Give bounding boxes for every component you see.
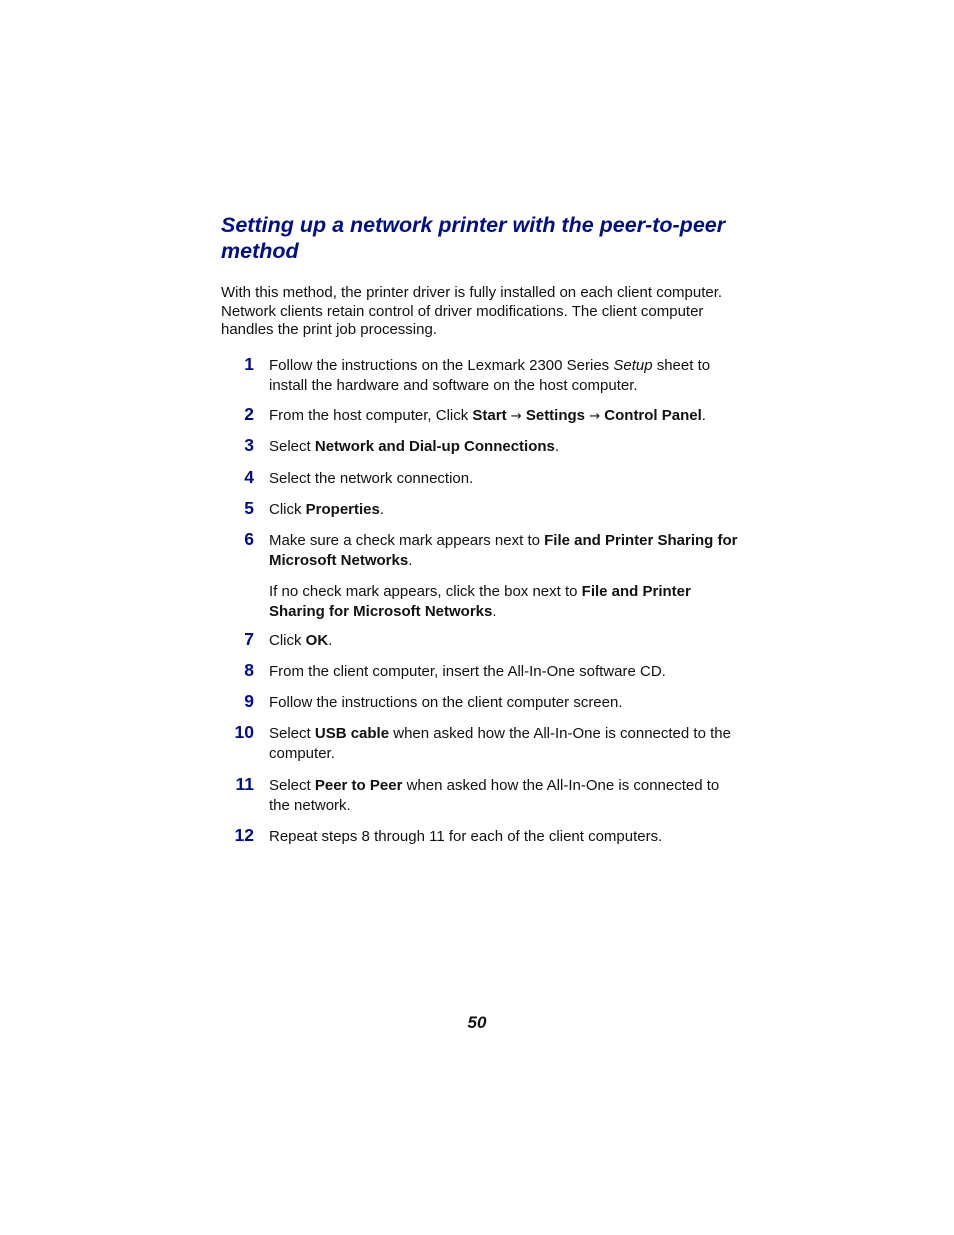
step-number: 11 [235,774,254,794]
step-number: 4 [244,467,254,487]
step-number: 1 [244,354,254,374]
step-text: Repeat steps 8 through 11 for each of the client computers. [269,828,663,845]
step-note: If no check mark appears, click the box next to File and Printer Sharing for Microsoft Networks. [269,583,691,620]
step-number: 5 [244,498,254,518]
step-number: 9 [244,691,254,711]
page-number: 50 [467,1013,487,1032]
intro-paragraph: With this method, the printer driver is fully installed on each client computer. Network clients retain control of driver modifications. The client computer handles the print job processing. [221,284,723,338]
step-number: 6 [244,529,254,549]
arrow-right-icon: → [510,409,522,424]
step-text: Follow the instructions on the client computer screen. [269,694,623,711]
arrow-right-icon: → [589,409,601,424]
step-text: Select Peer to Peer when asked how the All-In-One is connected to the network. [269,777,720,814]
step-number: 10 [234,722,254,742]
step-number: 7 [244,629,254,649]
step-number: 2 [244,404,254,424]
step-text: Select Network and Dial-up Connections. [269,438,560,455]
step-text: Click OK. [269,632,333,649]
step-text: Follow the instructions on the Lexmark 2300 Series Setup sheet to install the hardware and software on the host computer. [269,357,711,394]
step-text: From the host computer, Click Start → Settings → Control Panel. [269,407,706,424]
step-text: Make sure a check mark appears next to File and Printer Sharing for Microsoft Networks. [269,532,738,569]
step-text: Select the network connection. [269,470,474,487]
step-number: 12 [234,825,254,845]
section-title: Setting up a network printer with the peer-to-peer method [221,213,726,263]
step-number: 8 [244,660,254,680]
step-text: From the client computer, insert the All-In-One software CD. [269,663,666,680]
step-text: Click Properties. [269,501,385,518]
step-text: Select USB cable when asked how the All-In-One is connected to the computer. [269,725,731,762]
step-number: 3 [244,435,254,455]
